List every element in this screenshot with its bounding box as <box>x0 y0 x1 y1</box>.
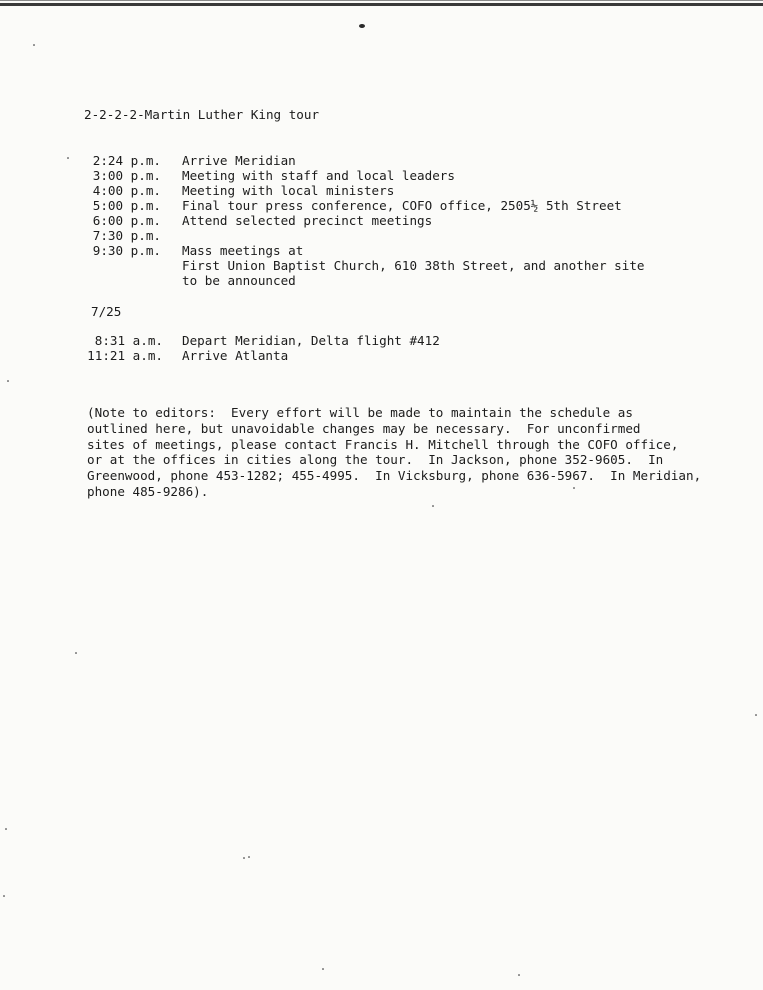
schedule-time: 7:30 p.m. <box>92 228 161 243</box>
schedule-time: 11:21 a.m. <box>87 348 163 363</box>
note-line: or at the offices in cities along the tour. In Jackson, phone 352-9605. In <box>87 452 664 468</box>
speck <box>518 974 520 976</box>
schedule-description: to be announced <box>182 273 296 288</box>
schedule-description: First Union Baptist Church, 610 38th Street, and another site <box>182 258 645 273</box>
speck <box>322 968 324 970</box>
note-line: (Note to editors: Every effort will be made to maintain the schedule as <box>87 405 633 420</box>
schedule-description: Arrive Atlanta <box>182 348 289 363</box>
note-line: phone 485-9286). <box>87 483 209 499</box>
schedule-description: Arrive Meridian <box>182 153 296 168</box>
schedule-time: 3:00 p.m. <box>92 168 161 183</box>
schedule-time: 9:30 p.m. <box>92 243 161 258</box>
page-top-edge <box>0 0 763 1</box>
note-line: sites of meetings, please contact Francis H. Mitchell through the COFO office, <box>87 436 679 452</box>
note-line: Greenwood, phone 453-1282; 455-4995. In Vicksburg, phone 636-5967. In Meridian, <box>87 468 702 484</box>
schedule-description: Attend selected precinct meetings <box>182 213 433 228</box>
schedule-time: 2:24 p.m. <box>92 153 161 168</box>
schedule-description: Mass meetings at <box>182 243 304 258</box>
schedule-time: 6:00 p.m. <box>92 213 161 228</box>
speck <box>67 157 69 159</box>
speck <box>248 856 250 858</box>
schedule-description: Meeting with staff and local leaders <box>182 168 455 183</box>
speck <box>33 44 35 46</box>
schedule-description: Depart Meridian, Delta flight #412 <box>182 333 440 348</box>
schedule-description: Final tour press conference, COFO office, 2505½ 5th Street <box>182 198 622 213</box>
schedule-time: 8:31 a.m. <box>94 333 163 348</box>
schedule-time: 5:00 p.m. <box>92 198 161 213</box>
schedule-time: 4:00 p.m. <box>92 183 161 198</box>
ink-mark <box>359 24 365 28</box>
speck <box>755 714 757 716</box>
editor-note <box>87 405 727 500</box>
speck <box>7 380 9 382</box>
speck <box>432 505 434 507</box>
document-heading: 2-2-2-2-Martin Luther King tour <box>84 107 320 122</box>
page-top-rule <box>0 3 763 6</box>
speck <box>243 857 245 859</box>
speck <box>75 652 77 654</box>
date-label: 7/25 <box>91 304 122 319</box>
schedule-description: Meeting with local ministers <box>182 183 395 198</box>
speck <box>5 828 7 830</box>
note-line: outlined here, but unavoidable changes may be necessary. For unconfirmed <box>87 420 641 436</box>
speck <box>3 895 5 897</box>
